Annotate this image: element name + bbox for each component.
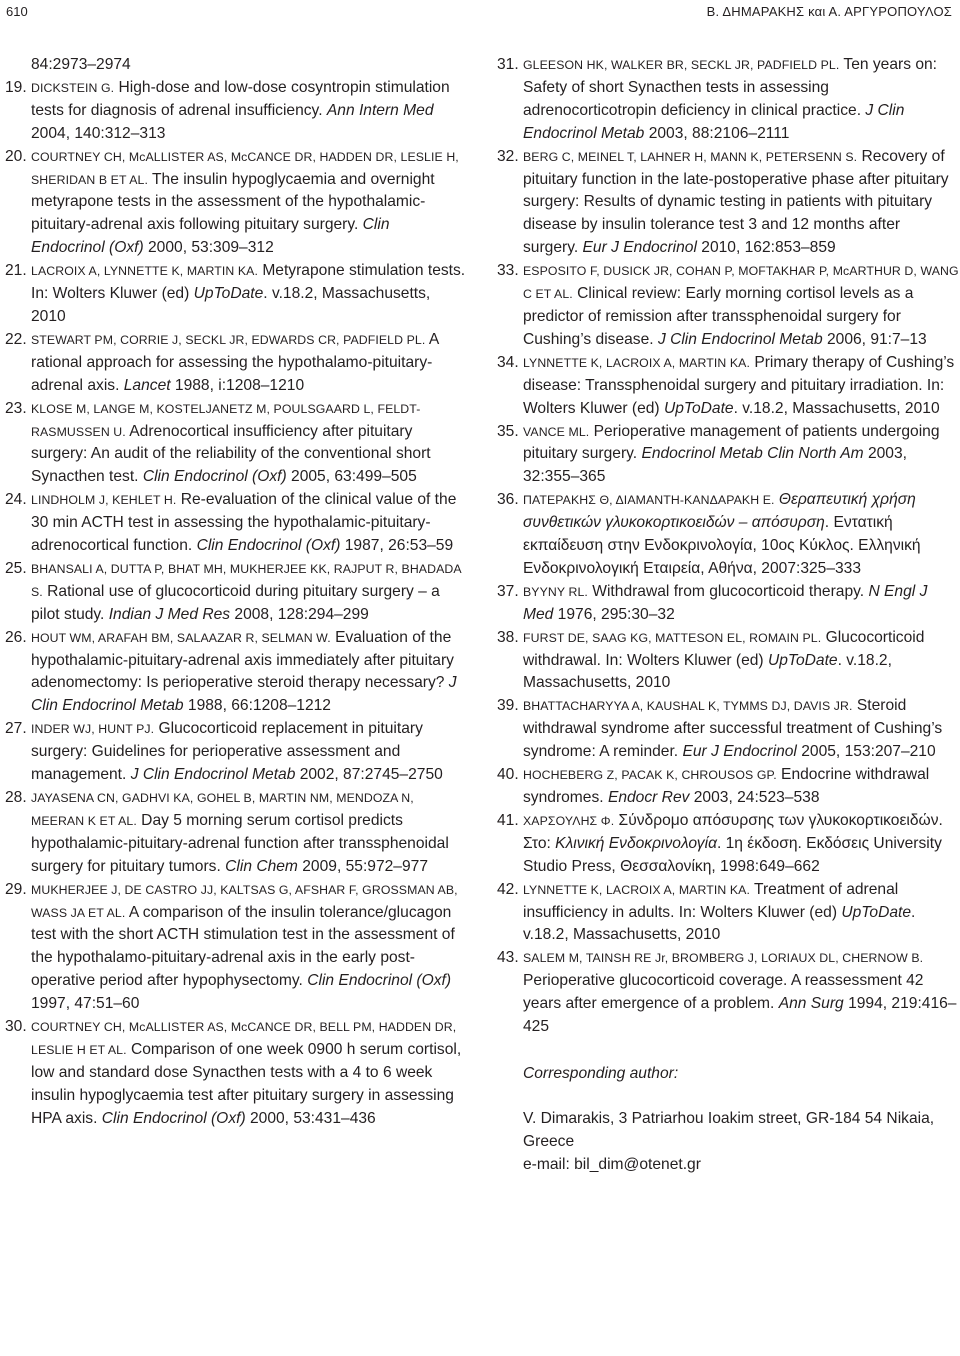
reference-details: 2010, 162:853‒859	[696, 239, 836, 257]
reference-title: Withdrawal from glucocorticoid therapy.	[587, 582, 869, 600]
reference-title: Perioperative glucocorticoid coverage. A reassessment 42 years after emergence of a problem.	[523, 972, 924, 1013]
reference-details: 2009, 55:972‒977	[297, 857, 428, 875]
reference-journal: Lancet	[123, 376, 171, 394]
reference-item	[5, 260, 467, 329]
reference-number: 27.	[5, 720, 27, 738]
reference-number: 21.	[5, 262, 27, 280]
reference-details: 2000, 53:431‒436	[245, 1109, 376, 1127]
reference-title: Glucocorticoid replacement in pituitary surgery: Guidelines for perioperative assessment and management.	[31, 720, 423, 784]
reference-title: Steroid withdrawal syndrome after successful treatment of Cushing’s syndrome: A reminder.	[523, 697, 943, 761]
reference-journal: Clin Endocrinol (Oxf)	[101, 1109, 246, 1127]
reference-title: Rational use of glucocorticoid during pituitary surgery ‒ a pilot study.	[31, 582, 440, 623]
reference-title: Evaluation of the hypothalamic-pituitary-adrenal axis immediately after pituitary adenomectomy: Is perioperative steroid therapy necessary?	[31, 628, 454, 692]
corresponding-email: e-mail: bil_dim@otenet.gr	[523, 1155, 701, 1173]
reference-details: 2004, 140:312‒313	[31, 124, 166, 142]
reference-journal: Κλινική Ενδοκρινολογία	[555, 834, 717, 852]
reference-journal: Eur J Endocrinol	[682, 743, 797, 761]
reference-title: Clinical review: Early morning cortisol levels as a predictor of remission after transsphenoidal surgery for Cushing’s disease.	[523, 285, 914, 348]
running-head-authors: Β. ΔΗΜΑΡΑΚΗΣ και Α. ΑΡΓΥΡΟΠΟΥΛΟΣ	[706, 4, 952, 19]
reference-title: A comparison of the insulin tolerance/glucagon test with the short ACTH stimulation test in the assessment of the hypothalamo-pituitary-adrenal axis in the early post-operative period after hypophysectomy.	[31, 903, 455, 990]
reference-item	[497, 695, 959, 764]
reference-authors: COURTNEY CH, McALLISTER AS, McCANCE DR, BELL PM, HADDEN DR, LESLIE H ET AL.	[31, 1020, 457, 1057]
reference-journal: UpToDate	[841, 903, 912, 921]
reference-item	[497, 810, 959, 879]
reference-item	[497, 260, 959, 352]
reference-journal: Clin Endocrinol (Oxf)	[307, 972, 452, 990]
reference-number: 26.	[5, 628, 27, 646]
reference-title: Glucocorticoid withdrawal. In: Wolters Kluwer (ed)	[523, 628, 925, 669]
reference-journal: Ann Surg	[778, 995, 844, 1013]
reference-number: 43.	[497, 949, 519, 967]
reference-journal: Clin Chem	[225, 857, 298, 875]
reference-number: 41.	[497, 811, 519, 829]
reference-details: . v.18.2, Massachusetts, 2010	[31, 285, 431, 325]
reference-title: Perioperative management of patients undergoing pituitary surgery.	[523, 422, 940, 463]
reference-authors: VANCE ML.	[523, 424, 590, 439]
reference-item	[497, 764, 959, 810]
reference-authors: COURTNEY CH, McALLISTER AS, McCANCE DR, HADDEN DR, LESLIE H, SHERIDAN B ET AL.	[31, 149, 459, 187]
corresponding-author-block	[497, 1063, 959, 1177]
reference-authors: LACROIX A, LYNNETTE K, MARTIN KA.	[31, 264, 258, 279]
running-header	[0, 0, 960, 24]
reference-item	[5, 489, 467, 558]
reference-journal: Clin Endocrinol (Oxf)	[31, 216, 390, 257]
reference-item	[5, 54, 467, 77]
reference-details: 2005, 153:207‒210	[796, 743, 936, 761]
reference-title: Ten years on: Safety of short Synacthen tests in assessing adrenocorticotropin deficiency in clinical practice.	[523, 56, 938, 119]
reference-number: 35.	[497, 422, 519, 440]
reference-journal: Eur J Endocrinol	[582, 239, 697, 257]
reference-number: 34.	[497, 353, 519, 371]
reference-authors: JAYASENA CN, GADHVI KA, GOHEL B, MARTIN NM, MENDOZA N, MEERAN K ET AL.	[31, 791, 414, 828]
reference-journal: Ann Intern Med	[326, 101, 434, 119]
reference-item	[5, 558, 467, 627]
reference-details: . 1η έκδοση. Εκδόσεις University Studio Press, Θεσσαλονίκη, 1998:649‒662	[523, 834, 942, 875]
reference-journal: Θεραπευτική χρήση συνθετικών γλυκοκορτικοειδών ‒ απόσυρση	[523, 491, 916, 532]
reference-details: 2005, 63:499‒505	[286, 468, 417, 486]
reference-details: . v.18.2, Massachusetts, 2010	[733, 399, 940, 417]
reference-item	[497, 352, 959, 421]
reference-number: 33.	[497, 262, 519, 280]
reference-details: . Εντατική εκπαίδευση στην Ενδοκρινολογία, 10ος Κύκλος. Ελληνική Ενδοκρινολογική Εταιρεία, Αθήνα, 2007:325‒333	[523, 514, 921, 577]
reference-details: 1988, i:1208‒1210	[170, 376, 305, 394]
reference-authors: LINDHOLM J, KEHLET H.	[31, 493, 177, 508]
reference-authors: HOUT WM, ARAFAH BM, SALAAZAR R, SELMAN W.	[31, 630, 331, 645]
reference-journal: Indian J Med Res	[108, 605, 231, 623]
reference-number: 32.	[497, 147, 519, 165]
reference-item	[5, 329, 467, 398]
reference-details: 1997, 47:51‒60	[31, 995, 140, 1013]
reference-item	[5, 879, 467, 1016]
reference-authors: INDER WJ, HUNT PJ.	[31, 722, 155, 737]
reference-authors: HOCHEBERG Z, PACAK K, CHROUSOS GP.	[523, 768, 777, 783]
reference-item	[497, 421, 959, 490]
reference-journal: UpToDate	[193, 285, 264, 303]
reference-title: The insulin hypoglycaemia and overnight metyrapone tests in the assessment of the hypothalamic-pituitary-adrenal axis following pituitary surgery.	[31, 170, 435, 234]
reference-item	[5, 718, 467, 787]
reference-item	[5, 1016, 467, 1131]
reference-details: 1994, 219:416‒425	[523, 995, 957, 1036]
reference-details: 1987, 26:53‒59	[340, 537, 454, 555]
reference-journal: Endocr Rev	[607, 789, 690, 806]
reference-number: 37.	[497, 582, 519, 600]
reference-title: Day 5 morning serum cortisol predicts hypothalamic-pituitary-adrenal function after transsphenoidal surgery for pituitary tumors.	[31, 811, 449, 875]
reference-title: Recovery of pituitary function in the late-postoperative phase after pituitary surgery: Results of dynamic testing in patients with pituitary disease by insulin tolerance test 3 and 12 months after surgery.	[523, 147, 949, 257]
reference-item	[497, 146, 959, 261]
reference-item	[497, 54, 959, 146]
left-column	[5, 54, 467, 1131]
reference-authors: ΧΑΡΣΟΥΛΗΣ Φ.	[523, 813, 615, 828]
reference-item	[497, 581, 959, 627]
reference-item	[5, 146, 467, 261]
reference-number: 36.	[497, 491, 519, 509]
reference-item	[497, 947, 959, 1039]
reference-journal: N Engl J Med	[523, 582, 928, 623]
reference-authors: MUKHERJEE J, DE CASTRO JJ, KALTSAS G, AFSHAR F, GROSSMAN AB, WASS JA ET AL.	[31, 882, 458, 920]
reference-details: . v.18.2, Massachusetts, 2010	[523, 651, 892, 692]
reference-authors: DICKSTEIN G.	[31, 80, 115, 95]
reference-number: 29.	[5, 880, 27, 898]
reference-details: 2008, 128:294‒299	[230, 605, 369, 623]
reference-authors: FURST DE, SAAG KG, MATTESON EL, ROMAIN PL.	[523, 630, 822, 645]
reference-number: 24.	[5, 491, 27, 509]
reference-authors: STEWART PM, CORRIE J, SECKL JR, EDWARDS CR, PADFIELD PL.	[31, 332, 426, 347]
reference-authors: ΠΑΤΕΡΑΚΗΣ Θ, ΔΙΑΜΑΝΤΗ-ΚΑΝΔΑΡΑΚΗ Ε.	[523, 493, 775, 508]
reference-number: 30.	[5, 1018, 27, 1036]
reference-authors: BHATTACHARYYA A, KAUSHAL K, TYMMS DJ, DAVIS JR.	[523, 699, 853, 714]
reference-title: Treatment of adrenal insufficiency in adults. In: Wolters Kluwer (ed)	[523, 880, 899, 921]
reference-authors: ESPOSITO F, DUSICK JR, COHAN P, MOFTAKHAR P, McARTHUR D, WANG C ET AL.	[523, 264, 959, 302]
reference-number: 39.	[497, 697, 519, 715]
reference-number: 42.	[497, 880, 519, 898]
reference-number: 20.	[5, 147, 27, 165]
reference-number: 28.	[5, 789, 27, 806]
reference-journal: UpToDate	[663, 399, 734, 417]
page-number: 610	[6, 4, 28, 19]
reference-item	[5, 398, 467, 490]
reference-title: Primary therapy of Cushing’s disease: Transsphenoidal surgery and pituitary irradiation. In: Wolters Kluwer (ed)	[523, 353, 955, 417]
corresponding-address: V. Dimarakis, 3 Patriarhou Ioakim street, GR-184 54 Nikaia, Greece	[523, 1109, 935, 1150]
reference-authors: LYNNETTE K, LACROIX A, MARTIN KA.	[523, 882, 750, 897]
reference-journal: Clin Endocrinol (Oxf)	[196, 537, 341, 555]
reference-authors: GLEESON HK, WALKER BR, SECKL JR, PADFIELD PL.	[523, 58, 840, 72]
reference-details: 2002, 87:2745‒2750	[295, 766, 443, 784]
reference-number: 22.	[5, 330, 27, 348]
reference-number: 23.	[5, 399, 27, 417]
reference-number: 19.	[5, 78, 27, 96]
reference-number: 40.	[497, 766, 519, 784]
reference-number: 25.	[5, 559, 27, 577]
reference-details: 1988, 66:1208‒1212	[183, 697, 331, 715]
reference-details: . v.18.2, Massachusetts, 2010	[523, 903, 916, 944]
reference-journal: J Clin Endocrinol Metab	[523, 101, 905, 142]
reference-item	[5, 787, 467, 879]
reference-details: 2003, 24:523‒538	[689, 789, 820, 806]
reference-journal: J Clin Endocrinol Metab	[130, 766, 296, 784]
reference-title: Re-evaluation of the clinical value of the 30 min ACTH test in assessing the hypothalamic-pituitary-adrenocortical function.	[31, 491, 457, 555]
reference-title: High-dose and low-dose cosyntropin stimulation tests for diagnosis of adrenal insufficiency.	[31, 78, 450, 119]
reference-title: Adrenocortical insufficiency after pituitary surgery: An audit of the reliability of the conventional short Synacthen test.	[31, 422, 431, 486]
reference-authors: LYNNETTE K, LACROIX A, MARTIN KA.	[523, 355, 750, 370]
reference-journal: J Clin Endocrinol Metab	[657, 330, 823, 348]
reference-journal: UpToDate	[767, 651, 838, 669]
reference-authors: BYYNY RL.	[523, 584, 588, 599]
reference-details: 2000, 53:309‒312	[143, 239, 274, 257]
corresponding-author-label: Corresponding author:	[523, 1065, 679, 1082]
reference-item	[497, 489, 959, 581]
reference-title: Endocrine withdrawal syndromes.	[523, 766, 930, 806]
reference-authors: BHANSALI A, DUTTA P, BHAT MH, MUKHERJEE KK, RAJPUT R, BHADADA S.	[31, 561, 461, 599]
reference-journal: Endocrinol Metab Clin North Am	[641, 445, 864, 463]
reference-details: 2003, 88:2106‒2111	[644, 124, 790, 142]
reference-details: 2003, 32:355‒365	[523, 445, 907, 486]
reference-item	[5, 627, 467, 719]
reference-journal: J Clin Endocrinol Metab	[31, 674, 457, 715]
reference-item	[497, 627, 959, 696]
reference-title: Metyrapone stimulation tests. In: Wolters Kluwer (ed)	[31, 262, 466, 303]
reference-item	[497, 879, 959, 948]
reference-details: 1976, 295:30‒32	[553, 605, 675, 623]
reference-journal: Clin Endocrinol (Oxf)	[142, 468, 287, 486]
reference-authors: BERG C, MEINEL T, LAHNER H, MANN K, PETERSENN S.	[523, 149, 858, 164]
reference-authors: KLOSE M, LANGE M, KOSTELJANETZ M, POULSGAARD L, FELDT-RASMUSSEN U.	[31, 401, 421, 439]
reference-title: Comparison of one week 0900 h serum cortisol, low and standard dose Synacthen tests with a 4 to 6 week insulin hypoglycaemia test after pituitary surgery in assessing HPA axis.	[31, 1040, 462, 1127]
reference-authors: SALEM M, TAINSH RE Jr, BROMBERG J, LORIAUX DL, CHERNOW B.	[523, 951, 924, 966]
reference-item	[5, 77, 467, 146]
reference-title: Σύνδρομο απόσυρσης των γλυκοκορτικοειδών. Στο:	[523, 811, 943, 852]
reference-title: A rational approach for assessing the hypothalamo-pituitary-adrenal axis.	[31, 330, 439, 394]
reference-title: 84:2973‒2974	[31, 56, 131, 73]
reference-details: 2006, 91:7‒13	[822, 330, 927, 348]
reference-number: 31.	[497, 56, 519, 73]
right-column	[497, 54, 959, 1039]
reference-number: 38.	[497, 628, 519, 646]
